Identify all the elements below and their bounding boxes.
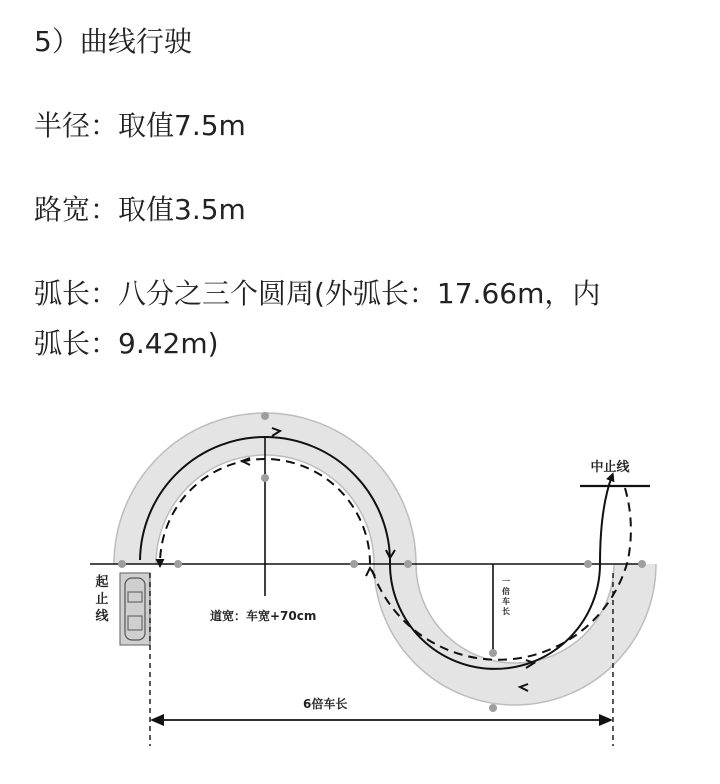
one-car-length-label-4: 长 [502,607,510,616]
arc-length-text: 弧长：八分之三个圆周(外弧长：17.66m，内 [34,277,601,310]
one-car-length-label-1: 一 [502,577,510,586]
marker-dot [261,412,269,420]
marker-dot [261,474,269,482]
dimension-arrow-left [150,714,164,726]
start-line-label-3: 线 [95,609,109,624]
road-width-label: 道宽：车宽+70cm [210,609,317,623]
arc-length-text-continued: 弧长：9.42m) [34,327,219,360]
dimension-arrow-right [599,714,613,726]
road-width-text: 路宽：取值3.5m [34,193,246,226]
marker-dot [118,560,126,568]
section-heading: 5）曲线行驶 [34,25,192,58]
curve-diagram-svg [60,398,680,780]
marker-dot [174,560,182,568]
radius-text: 半径：取值7.5m [34,109,246,142]
six-car-length-label: 6倍车长 [303,697,348,711]
one-car-length-label-2: 倍 [502,587,510,596]
marker-dot [489,649,497,657]
marker-dot [404,560,412,568]
start-line-label-2: 止 [95,592,109,607]
car-icon [120,573,150,645]
start-line-label-1: 起 [95,575,109,590]
marker-dot [489,704,497,712]
marker-dot [638,560,646,568]
marker-dot [350,560,358,568]
mid-stop-line-label: 中止线 [590,460,630,475]
one-car-length-label-3: 车 [502,597,510,606]
marker-dot [584,560,592,568]
curve-driving-diagram [60,398,680,780]
